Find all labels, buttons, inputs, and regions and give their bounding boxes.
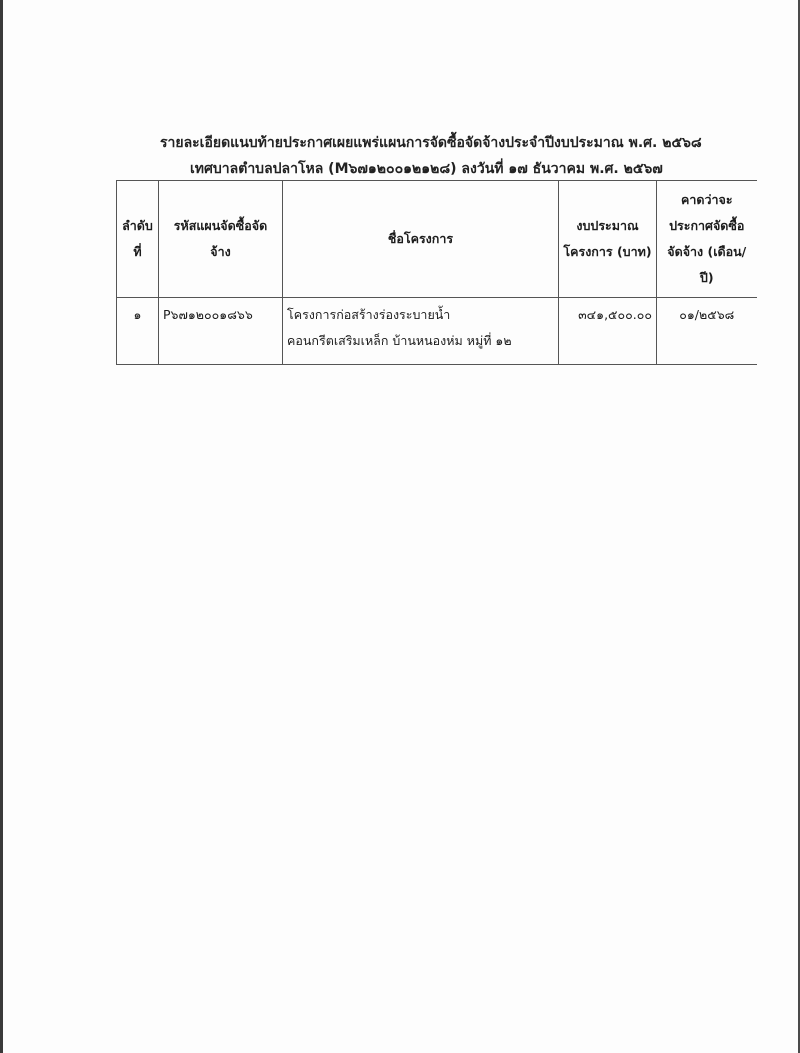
document-title: รายละเอียดแนบท้ายประกาศเผยแพร่แผนการจัดซื้อจัดจ้างประจำปีงบประมาณ พ.ศ. ๒๕๖๘	[160, 135, 702, 151]
col-header-order: ลำดับ ที่	[117, 181, 159, 298]
col-header-expected-date: คาดว่าจะ ประกาศจัดซื้อ จัดจ้าง (เดือน/ปี)	[657, 181, 757, 298]
cell-order: ๑	[117, 298, 159, 365]
col-header-plan-code: รหัสแผนจัดซื้อจัด จ้าง	[159, 181, 283, 298]
cell-expected-date: ๐๑/๒๕๖๘	[657, 298, 757, 365]
table-header-row	[117, 181, 757, 298]
procurement-plan-table	[116, 180, 757, 365]
project-name-line2: คอนกรีตเสริมเหล็ก บ้านหนองห่ม หมู่ที่ ๑๒	[287, 333, 512, 348]
table-row	[117, 298, 757, 365]
project-name-line1: โครงการก่อสร้างร่องระบายน้ำ	[287, 307, 451, 322]
cell-project-name	[283, 298, 559, 365]
col-header-project-name: ชื่อโครงการ	[283, 181, 559, 298]
cell-plan-code: P๖๗๑๒๐๐๑๘๖๖	[159, 298, 283, 365]
cell-budget: ๓๔๑,๕๐๐.๐๐	[559, 298, 657, 365]
document-subtitle: เทศบาลตำบลปลาโหล (M๖๗๑๒๐๐๑๒๑๒๘) ลงวันที่ ๑๗ ธันวาคม พ.ศ. ๒๕๖๗	[190, 161, 663, 177]
col-header-budget: งบประมาณ โครงการ (บาท)	[559, 181, 657, 298]
page-edge-left	[0, 0, 3, 1053]
